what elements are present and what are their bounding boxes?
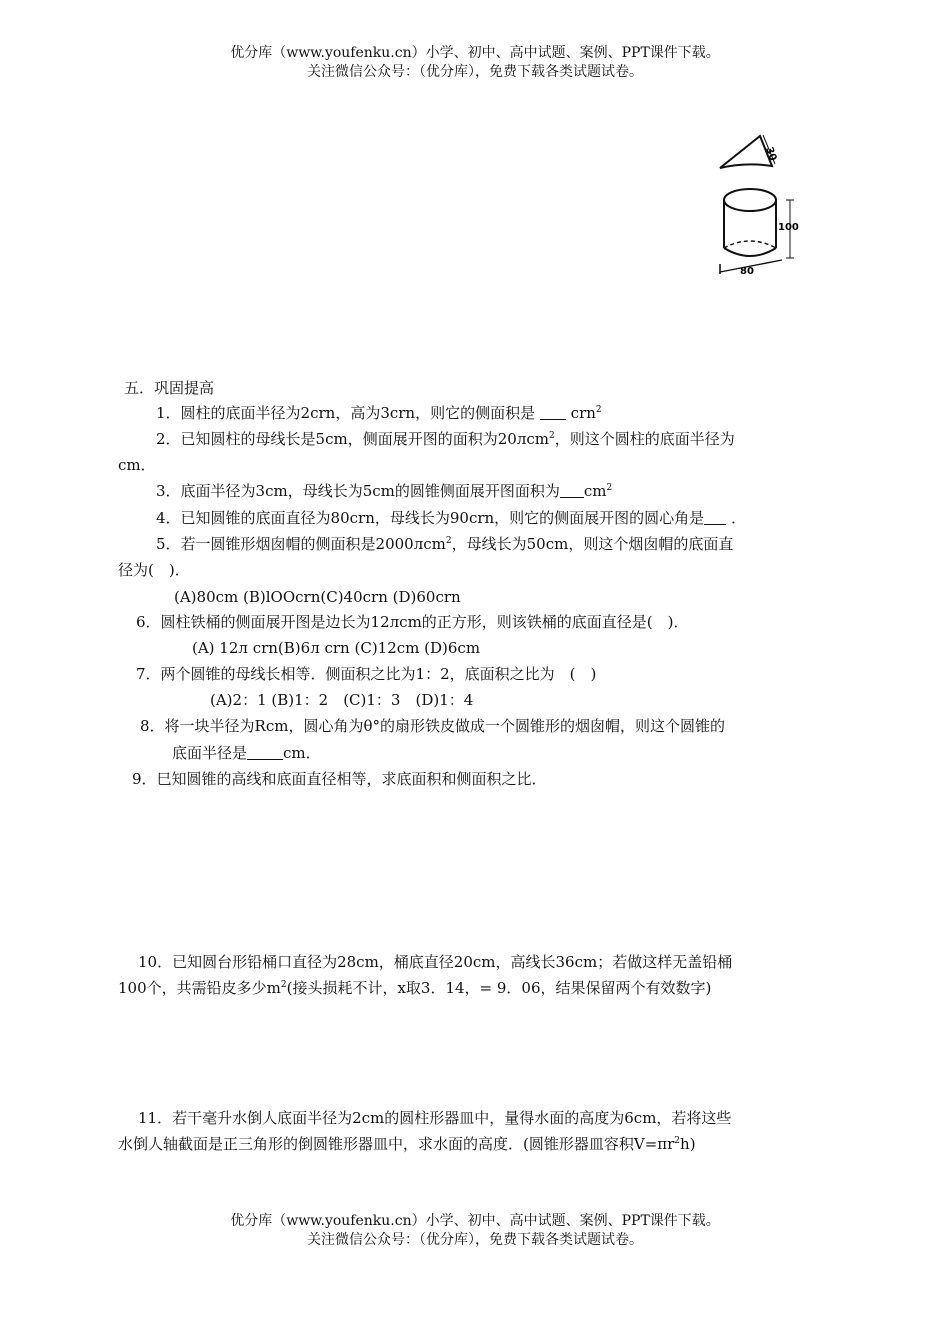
- question-8-line-2: 底面半径是 cm．: [172, 744, 321, 762]
- cone-cylinder-figure: [712, 134, 816, 282]
- question-5-line-2: 径为( )．: [118, 561, 190, 579]
- base-label: 80: [740, 266, 754, 277]
- cylinder-bottom: [724, 248, 776, 256]
- question-7-options: (A)2：1 (B)1：2 (C)1：3 (D)1：4: [210, 691, 474, 709]
- question-5: 5．若一圆锥形烟囱帽的侧面积是2000лcm$^2$，母线长为50cm，则这个烟囱帽的底面直: [156, 535, 734, 553]
- footer-line-2: 关注微信公众号：（优分库），免费下载各类试题试卷。: [307, 1232, 643, 1248]
- question-6-options: (A) 12л crn(B)6л crn (C)12cm (D)6cm: [192, 639, 481, 657]
- question-8: 8．将一块半径为Rcm，圆心角为θ°的扇形铁皮做成一个圆锥形的烟囱帽，则这个圆锥的: [140, 717, 725, 735]
- header-line-2: 关注微信公众号：（优分库），免费下载各类试题试卷。: [307, 64, 643, 80]
- question-9: 9．巳知圆锥的高线和底面直径相等，求底面积和侧面积之比．: [132, 770, 547, 788]
- question-3: 3．底面半径为3cm，母线长为5cm的圆锥侧面展开图面积为 $cm^2$: [156, 482, 613, 500]
- answer-blank-3: [560, 483, 584, 498]
- cylinder-top: [724, 189, 776, 211]
- question-2: 2．已知圆柱的母线长是5cm，侧面展开图的面积为20лcm$^2$，则这个圆柱的底面半径为: [156, 430, 735, 448]
- answer-blank-1: [540, 405, 566, 420]
- question-11-line-2: 水倒人轴截面是正三角形的倒圆锥形器皿中，求水面的高度．(圆锥形器皿容积$V=\pi r^2h$): [118, 1135, 696, 1153]
- slant-label: 30: [763, 145, 779, 163]
- header-line-1: 优分库（www.youfenku.cn）小学、初中、高中试题、案例、PPT课件下载。: [230, 45, 720, 61]
- height-label: 100: [778, 222, 799, 233]
- question-5-options: (A)80cm (B)lOOcrn(C)40crn (D)60crn: [174, 588, 461, 606]
- answer-blank-8: [247, 745, 283, 760]
- question-11: 11．若干毫升水倒人底面半径为2cm的圆柱形器皿中，量得水面的高度为6cm，若将这些: [138, 1109, 732, 1127]
- answer-blank-4: [704, 510, 726, 525]
- question-1: 1．圆柱的底面半径为2crn，高为3crn，则它的侧面积是 crn$^2$: [156, 404, 602, 422]
- question-7: 7．两个圆锥的母线长相等．侧面积之比为1：2，底面积之比为 ( ): [136, 665, 597, 683]
- question-6: 6．圆柱铁桶的侧面展开图是边长为12лcm的正方形，则该铁桶的底面直径是( )．: [136, 613, 689, 631]
- question-2-line-2: cm．: [118, 456, 156, 474]
- question-10-line-2: 100个，共需铅皮多少$m^2$(接头损耗不计，x取3．14，= 9．06，结果保留两个有效数字): [118, 979, 712, 997]
- footer-line-1: 优分库（www.youfenku.cn）小学、初中、高中试题、案例、PPT课件下载。: [230, 1213, 720, 1229]
- question-10: 10．已知圆台形铅桶口直径为28cm，桶底直径20cm，高线长36cm；若做这样无盖铅桶: [138, 953, 733, 971]
- question-4: 4．已知圆锥的底面直径为80crn，母线长为90crn，则它的侧面展开图的圆心角是 ．: [156, 509, 747, 527]
- section-title: 五．巩固提高: [124, 379, 215, 397]
